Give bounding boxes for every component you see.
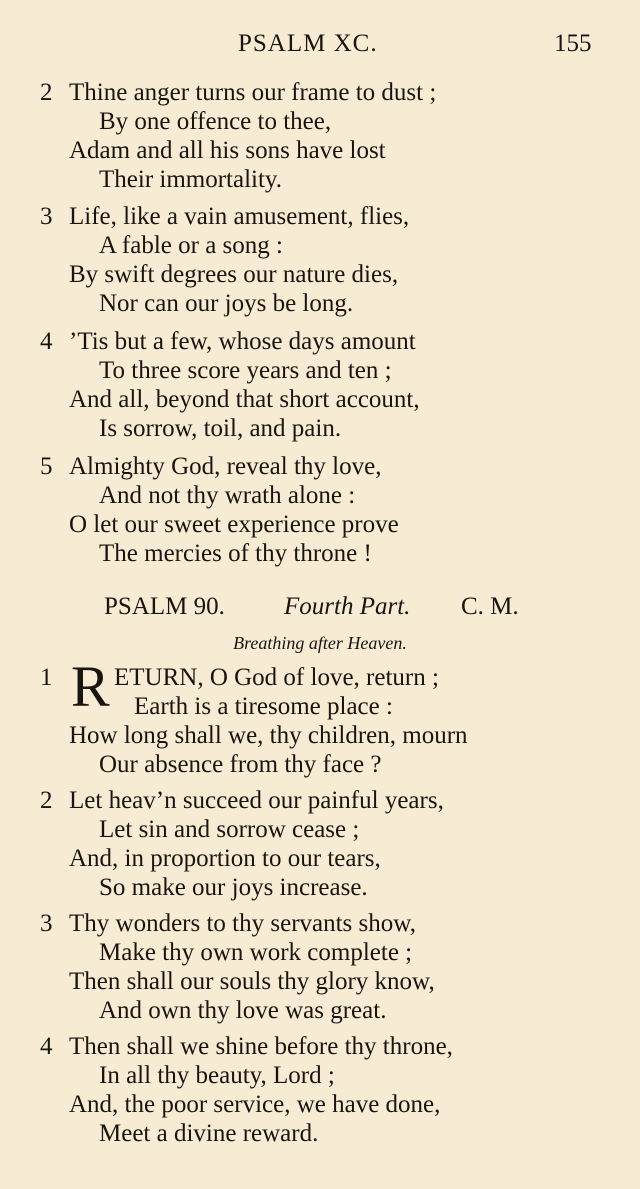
verse-line: Our absence from thy face ?	[99, 751, 382, 778]
drop-cap: R	[71, 654, 110, 719]
verse-line: To three score years and ten ;	[99, 357, 392, 384]
verse-line: In all thy beauty, Lord ;	[99, 1062, 335, 1089]
verse-line: And all, beyond that short account,	[69, 386, 420, 413]
verse-line: Nor can our joys be long.	[99, 290, 354, 317]
verse-line: And own thy love was great.	[99, 997, 387, 1024]
page-header	[0, 30, 640, 64]
verse-line: And, the poor service, we have done,	[69, 1091, 441, 1118]
section-subtitle: Breathing after Heaven.	[233, 633, 407, 653]
verse-line: Then shall we shine before thy throne,	[69, 1033, 453, 1060]
stanza-number: 2	[40, 79, 53, 106]
verse-line: Adam and all his sons have lost	[69, 137, 386, 164]
verse-line: Life, like a vain amusement, flies,	[69, 203, 410, 230]
verse-line: Thine anger turns our frame to dust ;	[69, 79, 437, 106]
verse-line: Make thy own work complete ;	[99, 939, 413, 966]
verse-line: ETURN, O God of love, return ;	[114, 664, 439, 691]
stanza-number: 2	[40, 787, 53, 814]
section-heading	[0, 593, 640, 625]
verse-line: Let sin and sorrow cease ;	[99, 816, 360, 843]
stanza-number: 5	[40, 453, 53, 480]
section-title: PSALM 90.	[104, 593, 225, 620]
verse-line: The mercies of thy throne !	[99, 540, 372, 567]
verse-line: Then shall our souls thy glory know,	[69, 968, 435, 995]
stanza-number: 4	[40, 328, 53, 355]
verse-line: A fable or a song :	[99, 232, 283, 259]
verse-line: And, in proportion to our tears,	[69, 845, 381, 872]
verse-line: So make our joys increase.	[99, 874, 368, 901]
verse-line: And not thy wrath alone :	[99, 482, 356, 509]
verse-line: By swift degrees our nature dies,	[69, 261, 399, 288]
verse-line: Earth is a tiresome place :	[134, 693, 393, 720]
verse-line: Their immortality.	[99, 166, 283, 193]
verse-line: Almighty God, reveal thy love,	[69, 453, 382, 480]
verse-line: Thy wonders to thy servants show,	[69, 910, 416, 937]
verse-line: ’Tis but a few, whose days amount	[69, 328, 416, 355]
verse-line: O let our sweet experience prove	[69, 511, 399, 538]
stanza-number: 4	[40, 1033, 53, 1060]
verse-line: Meet a divine reward.	[99, 1120, 319, 1147]
verse-line: Let heav’n succeed our painful years,	[69, 787, 444, 814]
section-meter: C. M.	[461, 593, 519, 620]
verse-line: How long shall we, thy children, mourn	[69, 722, 468, 749]
verse-line: By one offence to thee,	[99, 108, 332, 135]
stanza-number: 1	[40, 664, 53, 691]
stanza-number: 3	[40, 910, 53, 937]
running-head: PSALM XC.	[238, 30, 378, 57]
section-part: Fourth Part.	[284, 593, 411, 620]
stanza-number: 3	[40, 203, 53, 230]
verse-line: Is sorrow, toil, and pain.	[99, 415, 342, 442]
page-number: 155	[554, 30, 592, 57]
